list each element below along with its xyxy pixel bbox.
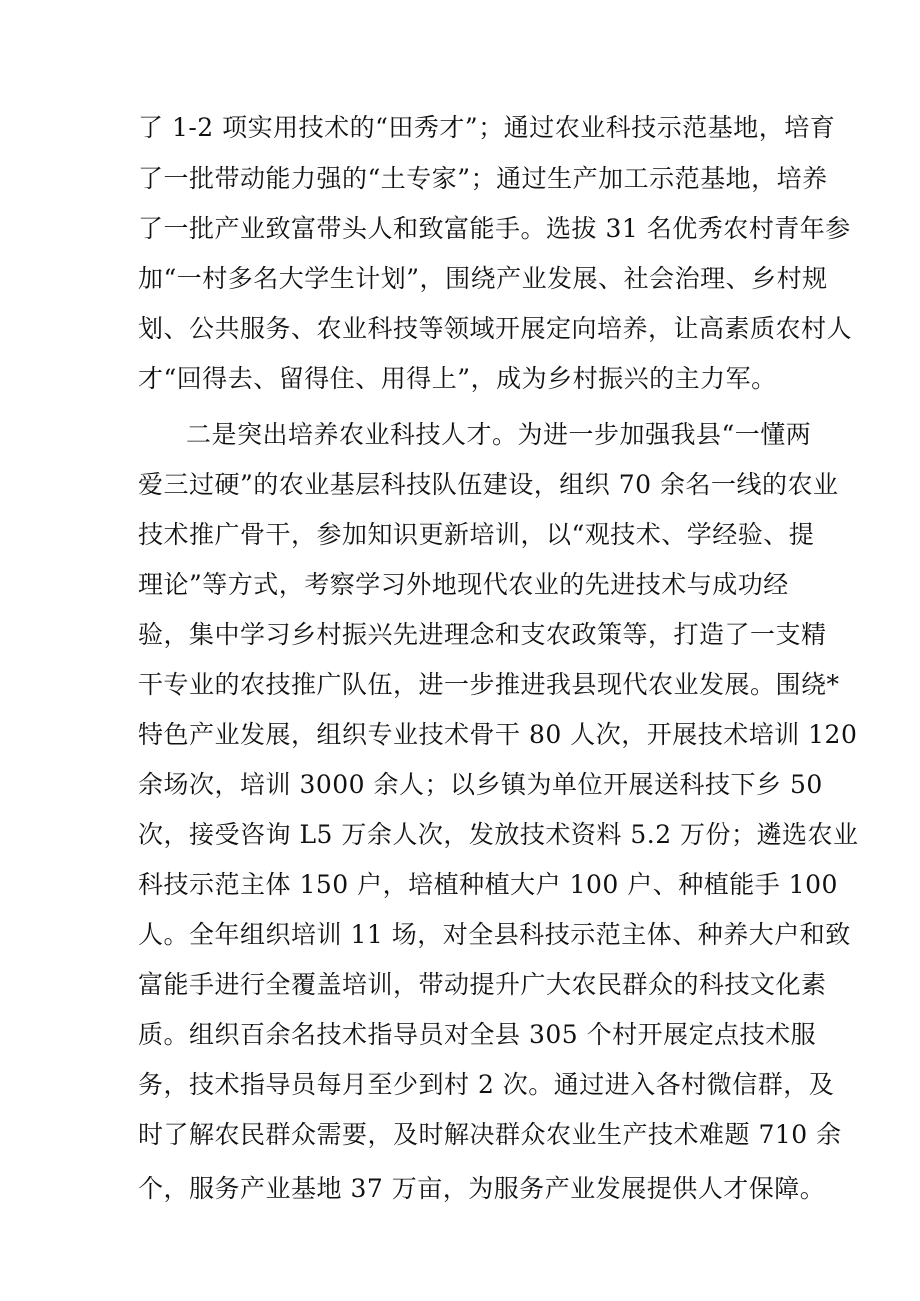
text-line: 划、公共服务、农业科技等领域开展定向培养，让高素质农村人 xyxy=(138,314,853,343)
text-line: 干专业的农技推广队伍，进一步推进我县现代农业发展。围绕* xyxy=(138,670,840,699)
text-line: 人。全年组织培训 11 场，对全县科技示范主体、种养大户和致 xyxy=(138,920,851,949)
paragraph-first-line: 二是突出培养农业科技人才。为进一步加强我县“一懂两 xyxy=(186,420,812,449)
text-line: 了一批产业致富带头人和致富能手。选拔 31 名优秀农村青年参 xyxy=(138,214,851,243)
text-line: 次，接受咨询 L5 万余人次，发放技术资料 5.2 万份；遴选农业 xyxy=(138,820,859,849)
text-line: 爱三过硬”的农业基层科技队伍建设，组织 70 余名一线的农业 xyxy=(138,470,839,499)
text-line: 了一批带动能力强的“土专家”；通过生产加工示范基地，培养 xyxy=(138,164,828,193)
text-line: 时了解农民群众需要，及时解决群众农业生产技术难题 710 余 xyxy=(138,1120,842,1149)
text-line: 余场次，培训 3000 余人；以乡镇为单位开展送科技下乡 50 xyxy=(138,770,823,799)
text-line: 加“一村多名大学生计划”，围绕产业发展、社会治理、乡村规 xyxy=(138,264,828,293)
text-line: 务，技术指导员每月至少到村 2 次。通过进入各村微信群，及 xyxy=(138,1070,835,1099)
text-line: 才“回得去、留得住、用得上”，成为乡村振兴的主力军。 xyxy=(138,364,777,393)
text-line: 质。组织百余名技术指导员对全县 305 个村开展定点技术服 xyxy=(138,1020,817,1049)
text-line: 科技示范主体 150 户，培植种植大户 100 户、种植能手 100 xyxy=(138,870,838,899)
text-line: 特色产业发展，组织专业技术骨干 80 人次，开展技术培训 120 xyxy=(138,720,858,749)
text-line: 理论”等方式，考察学习外地现代农业的先进技术与成功经 xyxy=(138,570,789,599)
text-line: 验，集中学习乡村振兴先进理念和支农政策等，打造了一支精 xyxy=(138,620,827,649)
text-line: 富能手进行全覆盖培训，带动提升广大农民群众的科技文化素 xyxy=(138,970,827,999)
text-line: 了 1-2 项实用技术的“田秀才”；通过农业科技示范基地，培育 xyxy=(138,113,836,142)
text-line: 技术推广骨干，参加知识更新培训，以“观技术、学经验、提 xyxy=(138,520,815,549)
text-line: 个，服务产业基地 37 万亩，为服务产业发展提供人才保障。 xyxy=(138,1174,826,1203)
